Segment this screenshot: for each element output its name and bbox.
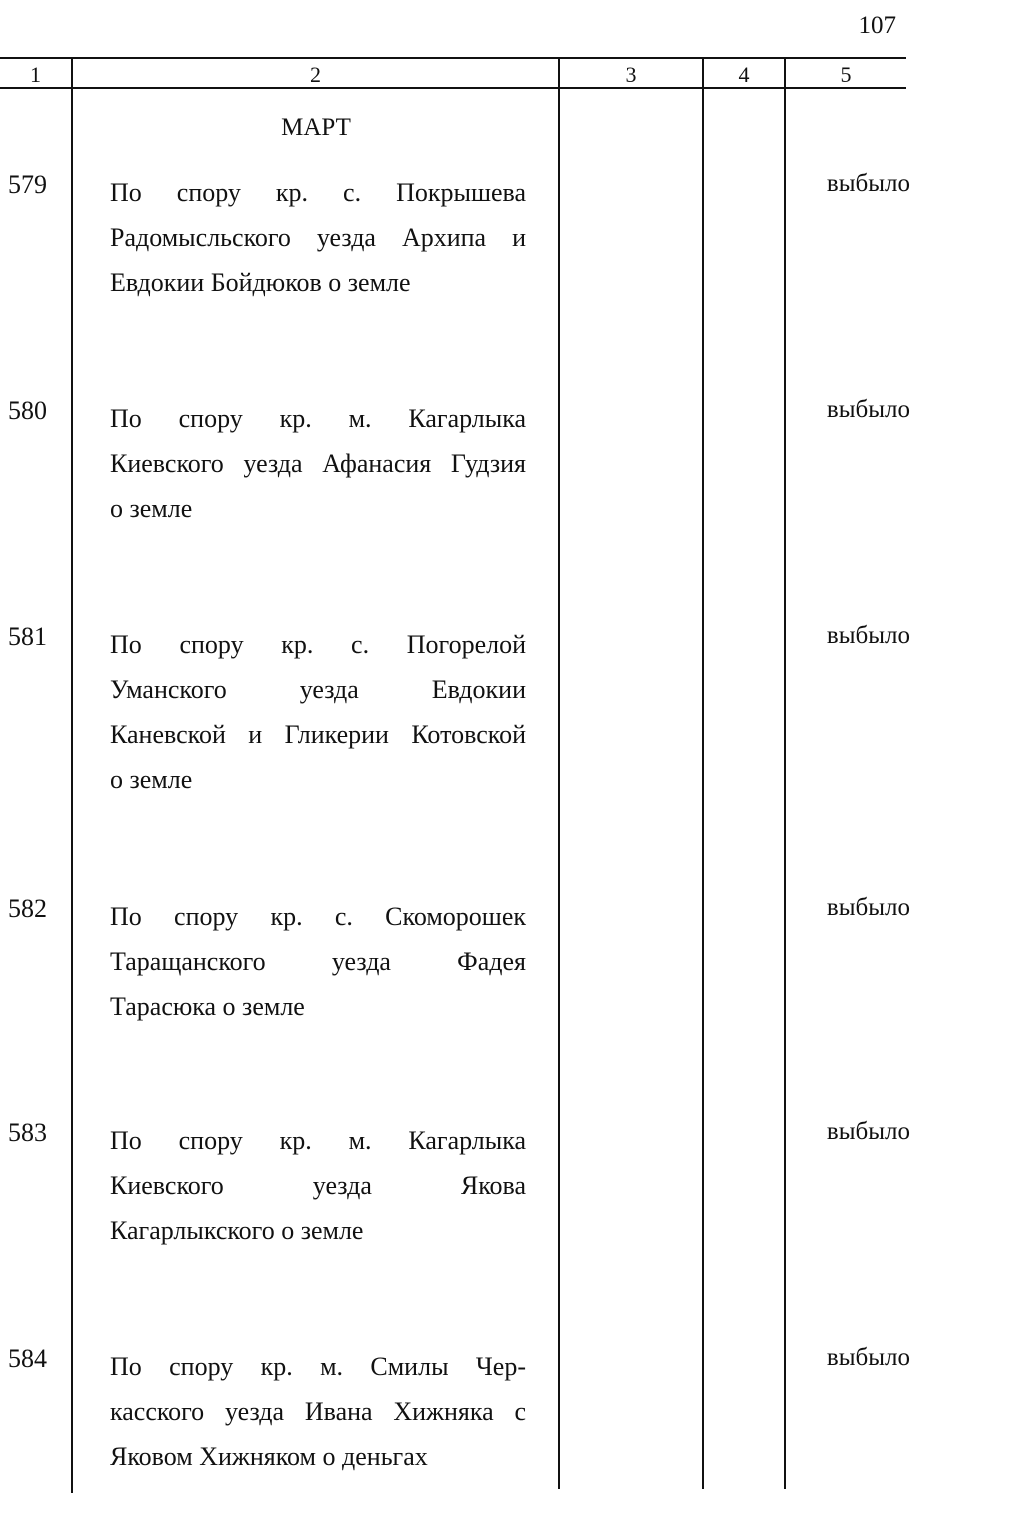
entry-line: Киевского уезда Якова [110,1171,526,1200]
page-number: 107 [858,12,896,39]
entry-line: Уманского уезда Евдокии [110,675,526,704]
month-heading: МАРТ [281,114,351,141]
column-header-5: 5 [840,62,852,87]
column-divider-4 [784,57,786,1489]
column-header-4: 4 [738,62,750,87]
entry-line: Киевского уезда Афанасия Гудзия [110,449,526,478]
entry-number: 580 [8,396,47,425]
entry-description [110,1118,526,1253]
column-header-2: 2 [310,62,321,87]
entry-status: выбыло [826,396,910,423]
entry-description [110,396,526,531]
entry-number: 581 [8,622,47,651]
entry-status: выбыло [826,894,910,921]
entry-line: о земле [110,765,193,794]
column-divider-3 [702,57,704,1489]
entry-line: касского уезда Ивана Хижняка с [110,1397,526,1426]
entry-status: выбыло [826,170,910,197]
column-divider-1 [71,57,73,1493]
entry-line: о земле [110,494,193,523]
entry-line: Евдокии Бойдюков о земле [110,268,411,297]
entry-description [110,622,526,802]
entry-line: По спору кр. м. Кагарлыка [110,404,526,433]
entry-number: 584 [8,1344,47,1373]
entry-number: 582 [8,894,47,923]
entry-line: Тарасюка о земле [110,992,305,1021]
entry-description [110,170,526,305]
column-header-3: 3 [625,62,637,87]
entry-line: Таращанского уезда Фадея [110,947,526,976]
entry-line: По спору кр. м. Смилы Чер- [110,1352,526,1381]
entry-number: 579 [8,170,47,199]
entry-description [110,894,526,1029]
column-divider-2 [558,57,560,1489]
entry-line: По спору кр. м. Кагарлыка [110,1126,526,1155]
entry-line: Каневской и Гликерии Котовской [110,720,526,749]
entry-number: 583 [8,1118,47,1147]
entry-status: выбыло [826,1118,910,1145]
entry-line: По спору кр. с. Погорелой [110,630,526,659]
table-top-rule [0,57,906,59]
entry-line: По спору кр. с. Покрышева [110,178,526,207]
column-header-1: 1 [30,62,41,87]
entry-status: выбыло [826,622,910,649]
entry-line: Яковом Хижняком о деньгах [110,1442,428,1471]
entry-description [110,1344,526,1479]
entry-status: выбыло [826,1344,910,1371]
entry-line: По спору кр. с. Скоморошек [110,902,526,931]
entry-line: Кагарлыкского о земле [110,1216,364,1245]
entry-line: Радомысльского уезда Архипа и [110,223,526,252]
